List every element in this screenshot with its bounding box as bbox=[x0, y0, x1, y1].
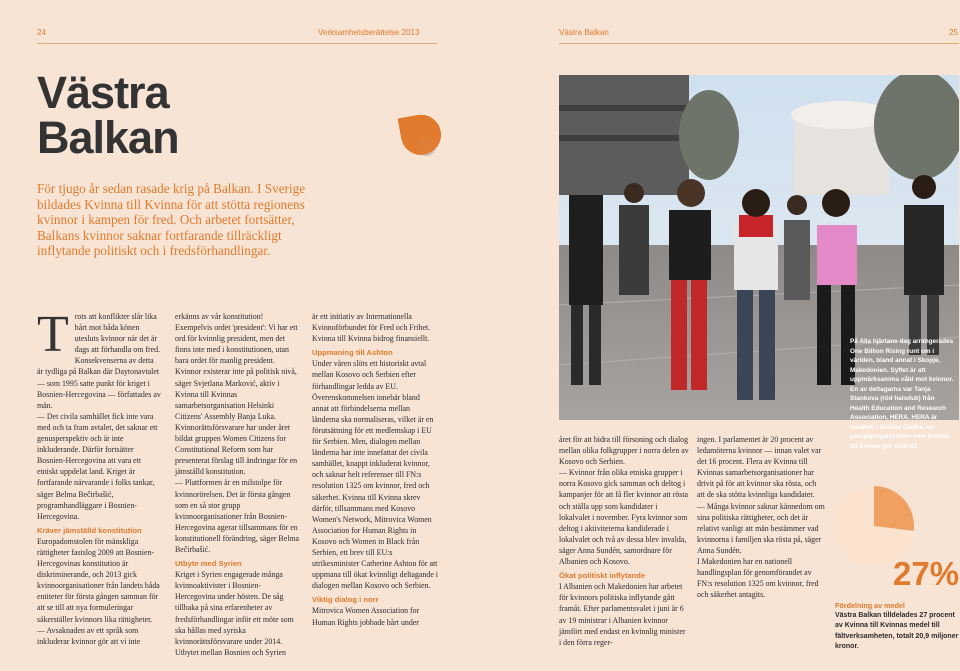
map-pin-icon bbox=[395, 110, 445, 160]
col4-heading: Ökat politiskt inflytande bbox=[559, 571, 646, 581]
header-rule-right bbox=[559, 43, 959, 44]
running-header-right: Västra Balkan bbox=[559, 28, 609, 37]
drop-cap: T bbox=[37, 306, 69, 363]
col2-paragraph-5: Utbytet mellan Bosnien och Syrien bbox=[175, 647, 286, 657]
col1-heading: Kräver jämställd konstitution bbox=[37, 525, 142, 535]
col4-paragraph-1: året för att bidra till försoning och dialog mellan olika folkgrupper i norra delen av Kosovo och Serbien. bbox=[559, 435, 689, 467]
body-column-3 bbox=[312, 311, 438, 628]
col5-paragraph-1: ingen. I parlamentet är 20 procent av ledamöterna kvinnor — innan valet var det 16 procent. Flera av Kvinna till Kvinnas samarbetsorganisationer har drivit på för att kvinnor ska rösta, och att de ska stötta kvinnliga kandidater. bbox=[697, 435, 822, 500]
lead-paragraph: För tjugo år sedan rasade krig på Balkan. I Sverige bildades Kvinna till Kvinna för att stötta regionens kvinnor i kampen för fred. Och arbetet fortsätter, Balkans kvinnor saknar fortfarande tillräckligt inflytande politiskt och i fredsförhandlingar. bbox=[37, 181, 306, 259]
photo-caption: På Alla hjärtans dag arrangerades One Billion Rising runt om i världen, bland annat i Skopje, Makedonien. Syftet är att uppmärksamma våld mot kvinnor. En av deltagarna var Tanja Stankova (röd halsduk) från Health Education and Research Association, HERA. HERA är medlem i Shelter Centre, en paraplyorganisation som Kvinna till Kvinna ger stöd till. bbox=[850, 338, 954, 450]
pie-percentage-label: 27% bbox=[893, 555, 960, 592]
col3-paragraph-1: är ett initiativ av Internationella Kvinnoförbundet för Fred och Frihet. Kvinna till Kvinna bidrog finansiellt. bbox=[312, 312, 431, 344]
page-number-right: 25 bbox=[949, 28, 958, 37]
title-line-2: Balkan bbox=[37, 112, 179, 163]
pie-slice-0 bbox=[874, 486, 914, 531]
col2-heading: Utbyte med Syrien bbox=[175, 559, 242, 569]
body-column-5 bbox=[697, 434, 825, 600]
col1-paragraph-3: Europadomstolen för mänskliga rättigheter fastslog 2009 att Bosnien-Hercegovinas konstitution är diskriminerande, och 2013 gick kvinnoorganisationer från landets båda entiteter för första gången samman för att se till att nya formuleringar säkerställer kvinnors lika rättigheter. bbox=[37, 536, 160, 624]
col3-heading-2: Viktig dialog i norr bbox=[312, 595, 379, 605]
col1-paragraph-4: — Avsaknaden av ett språk som inkluderar kvinnor gör att vi inte bbox=[37, 625, 141, 646]
running-header-left: Verksamhetsberättelse 2013 bbox=[318, 28, 420, 37]
col1-paragraph-1: rots att konflikter slår lika hårt mot båda könen utesluts kvinnor när det är dags att förhandla om fred. Konsekvenserna av detta är tydliga på Balkan där Daytonavtalet — som 1995 satte punkt för kriget i Bosnien-Hercegovina — författades av män. bbox=[37, 312, 161, 410]
pie-heading: Fördelning av medel bbox=[835, 601, 905, 610]
col5-paragraph-3: I Makedonien har en nationell handlingsplan för genomförandet av FN:s resolution 1325 om kvinnor, fred och säkerhet antagits. bbox=[697, 557, 819, 600]
col4-paragraph-2: — Kvinnor från olika etniska grupper i norra Kosovo gick samman och deltog i kampanjer för att få fler kvinnor att rösta och ställa upp som kandidater i lokalvalet i november. Fyra kvinnor som deltog i aktiviteterna kandiderade i lokalvalet och två av dessa blev invalda, säger Anna Sundén, samordnare för Albanien och Kosovo. bbox=[559, 468, 689, 567]
col3-paragraph-2: Under våren slöts ett historiskt avtal mellan Kosovo och Serbien efter förhandlingar ledda av EU. Överenskommelsen innebär bland annat att förbindelserna mellan länderna ska normaliseras, vilket är en förutsättning för ett medlemskap i EU för Serbien. Men, dialogen mellan länderna har inte innefattat det civila samhället, knappt inkluderat kvinnor, och saknar helt referenser till FN:s resolution 1325 om kvinnor, fred och säkerhet. Kvinna till Kvinna skrev därför, tillsammans med Kosovo Women's Network, Mitrovica Women Association for Human Rights in Kosovo och Women in Black från Serbien, ett brev till EU:s utrikesminister Catherine Ashton för att uppmana till ökat kvinnligt deltagande i dialogen mellan Kosovo och Serbien. bbox=[312, 359, 439, 591]
col4-paragraph-3: I Albanien och Makedonien har arbetet för kvinnors politiska inflytande gått framåt. Efter parlamentsvalet i juni är 6 av 19 ministrar i Albanien kvinnor jämfört med endast en kvinnlig minister i den förra reger- bbox=[559, 582, 686, 647]
page-title bbox=[37, 67, 179, 163]
col2-paragraph-3: — Plattformen är en milstolpe för kvinnorörelsen. Det är första gången som en så stor grupp kvinnoorganisationer från Bosnien-Hercegovina agerar tillsammans för en konstitutionell förändring, säger Belma Bečirbašić. bbox=[175, 478, 300, 554]
col3-heading-1: Uppmaning till Ashton bbox=[312, 348, 393, 358]
col5-paragraph-2: — Många kvinnor saknar kännedom om sina politiska rättigheter, och det är relativt vanligt att män bestämmer vad kvinnorna i familjen ska rösta på, säger Anna Sundén. bbox=[697, 501, 825, 555]
col2-paragraph-1: erkänns av vår konstitution! Exempelvis ordet 'president': Vi har ett ord för kvinnlig president, men det finns inte med i konstitutionen, utan bara ordet för manlig president. Kvinnor existerar inte på politisk nivå, säger Svjetlana Marković, aktiv i Kvinna till Kvinnas samarbetsorganisation Helsinki Citizens' Assembly Banja Luka. bbox=[175, 312, 298, 421]
body-column-4 bbox=[559, 434, 689, 648]
title-line-1: Västra bbox=[37, 67, 169, 118]
page-number-left: 24 bbox=[37, 28, 46, 37]
header-rule-left bbox=[37, 43, 437, 44]
col2-paragraph-2: Kvinnorättsförsvarare har under året bildat gruppen Women Citizens for Constitutional Reform som har presenterat förslag till ändringar för en jämställd konstitution. bbox=[175, 422, 298, 477]
col2-paragraph-4: Kriget i Syrien engagerade många kvinnoaktivister i Bosnien-Hercegovina under hösten. De såg tillbaka på sina erfarenheter av fredsförhandlingar inför ett möte som ska hållas med syriska kvinnorättsförsvarare under 2014. bbox=[175, 570, 294, 646]
body-column-1 bbox=[37, 306, 161, 647]
col3-paragraph-3: Mitrovica Women Association for Human Rights jobbade hårt under bbox=[312, 606, 420, 627]
col1-paragraph-2: — Det civila samhället fick inte vara med och ta fram avtalet, det saknar ett genusperspektiv och är inte inkluderande. Därför fortsätter Bosnien-Hercegovina att vara ett etniskt uppdelat land. Kriget är fortfarande närvarande i folks tankar, säger Belma Bečirbašić, programhandläggare i Bosnien-Hercegovina. bbox=[37, 411, 158, 521]
body-column-2 bbox=[175, 311, 300, 658]
pie-description: Västra Balkan tilldelades 27 procent av Kvinna till Kvinnas medel till fältverksamheten, totalt 20,9 miljoner kronor. bbox=[835, 612, 959, 651]
